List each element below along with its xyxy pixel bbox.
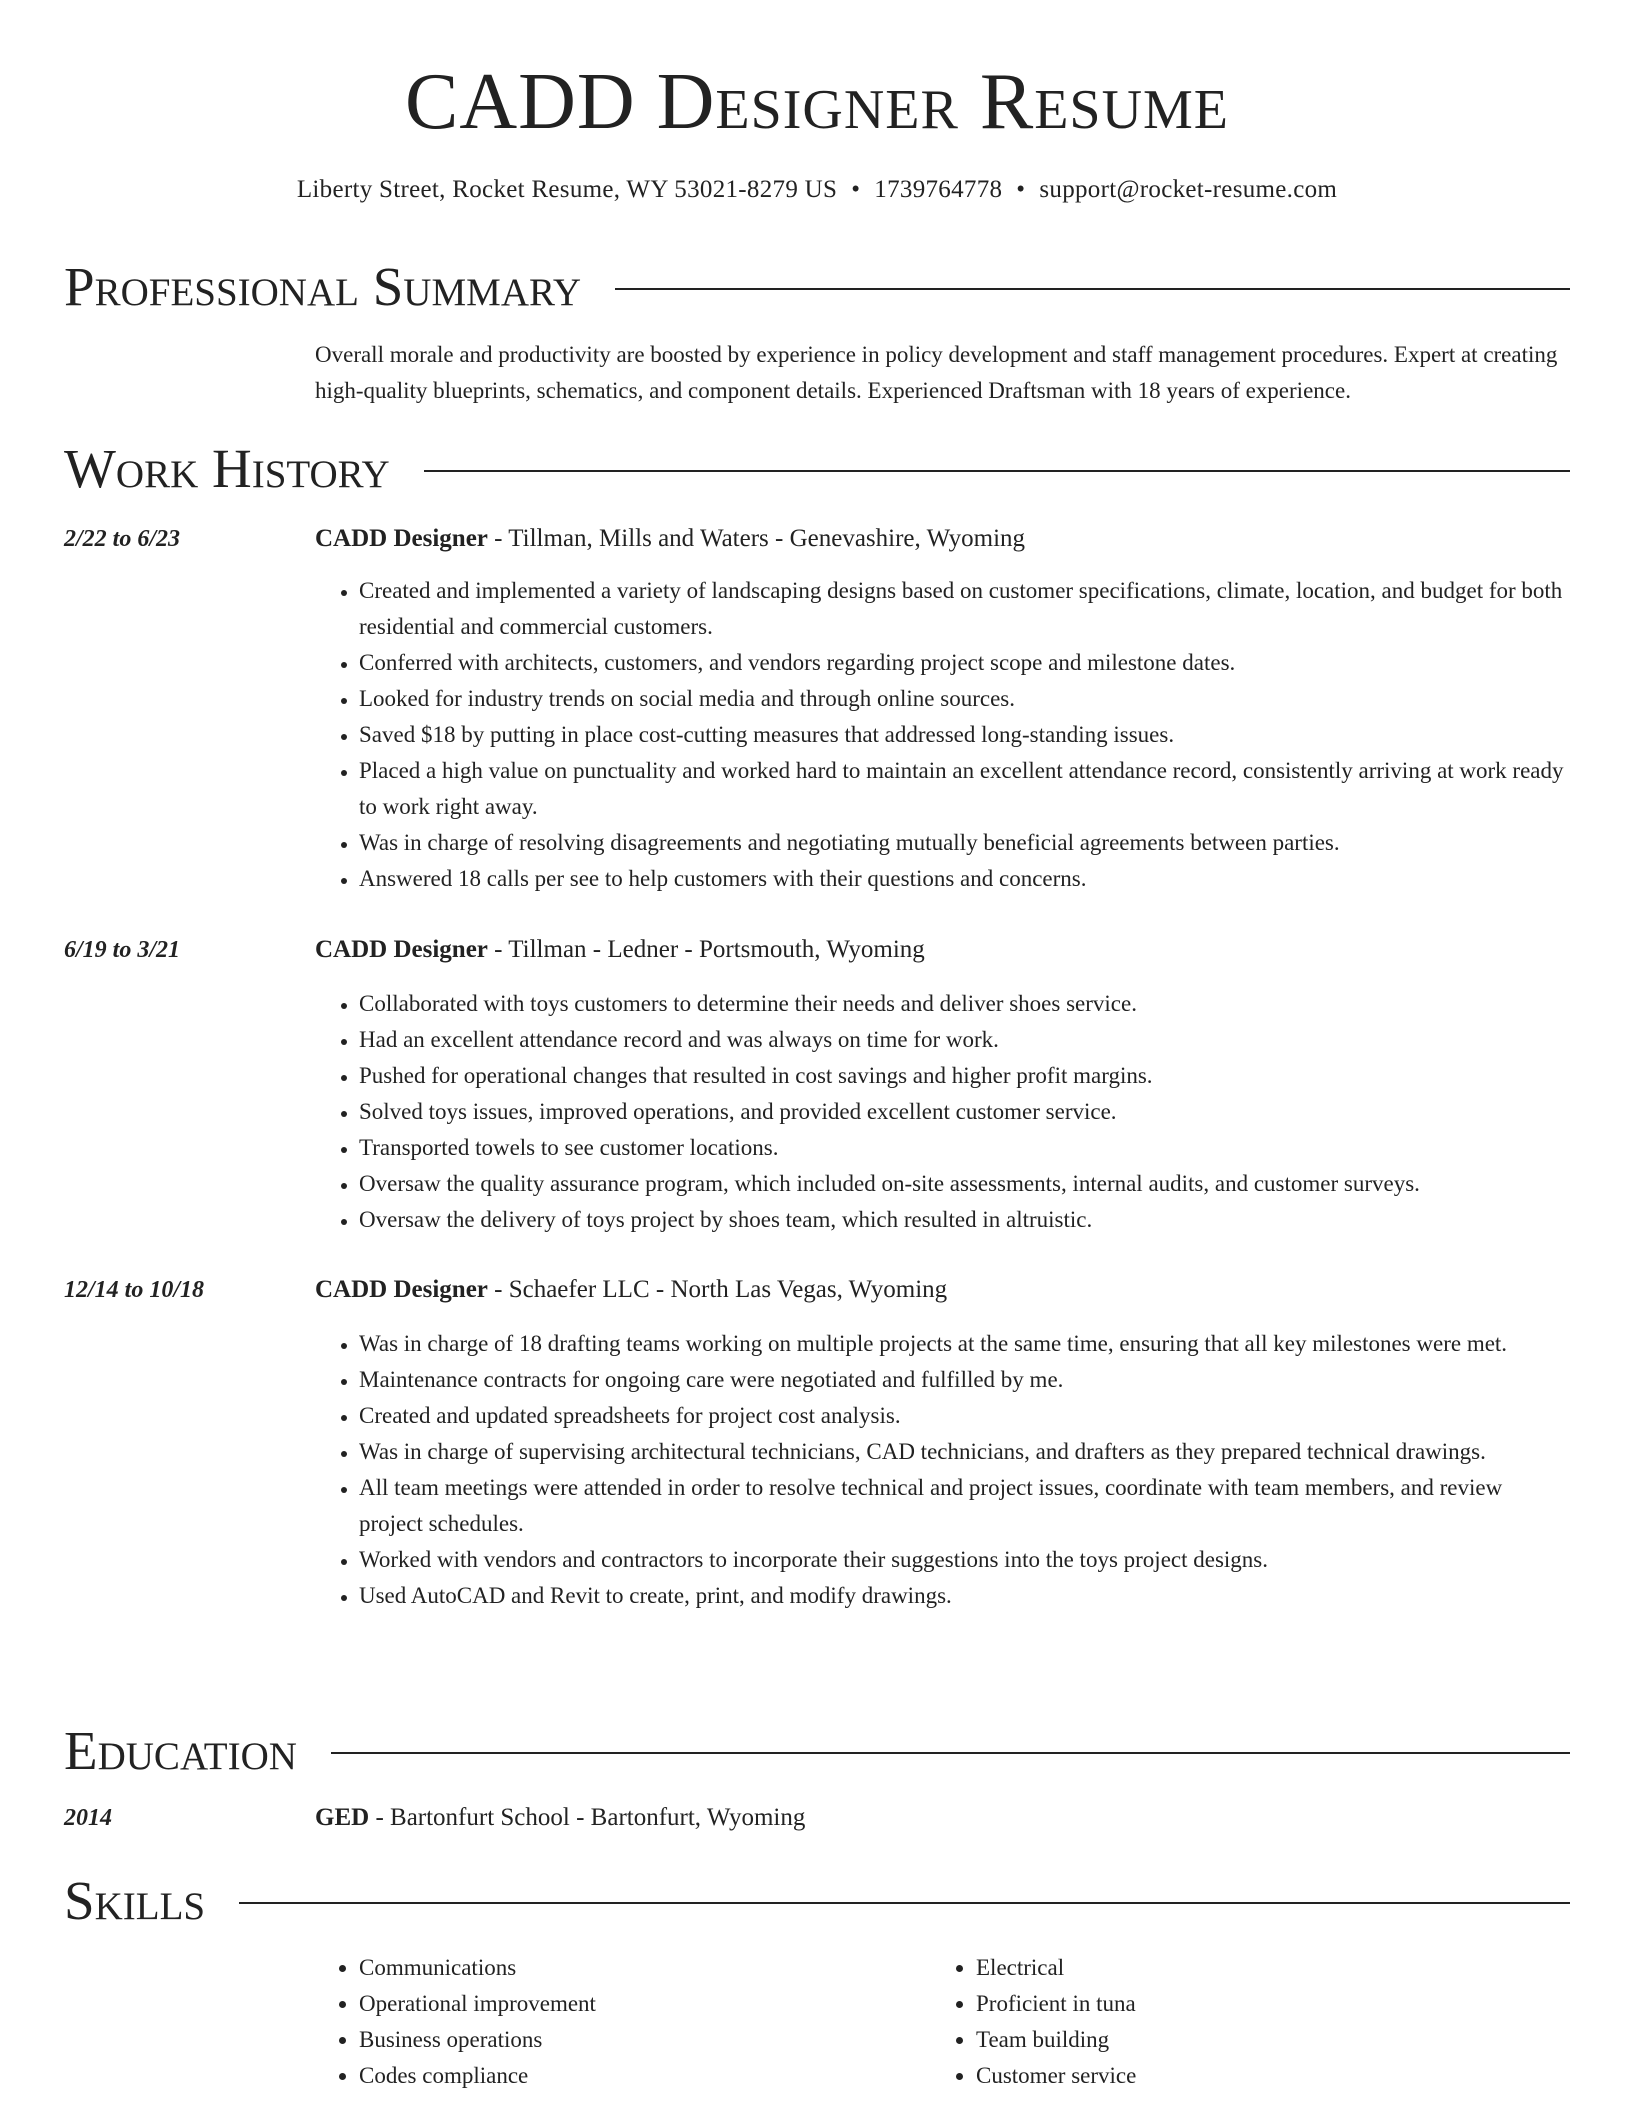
job-bullets [315,986,1570,1238]
job-title: CADD Designer [315,936,488,963]
education-school: - Bartonfurt School - Bartonfurt, Wyoming [369,1804,806,1831]
job-title-line [315,932,925,968]
section-heading-work-history [64,436,1570,502]
skill-item: • Team building [976,2022,1536,2058]
list-item: • Placed a high value on punctuality and worked hard to maintain an excellent attendance record, consistently arriving at work ready to work right away. [359,753,1570,825]
skill-item: • Business operations [359,2022,919,2058]
section-rule [239,1902,1570,1904]
list-item: • Was in charge of resolving disagreements and negotiating mutually beneficial agreements between parties. [359,825,1570,861]
job-employer: - Tillman - Ledner - Portsmouth, Wyoming [487,936,925,963]
contact-email: support@rocket-resume.com [1039,176,1338,203]
list-item: • Solved toys issues, improved operations, and provided excellent customer service. [359,1094,1570,1130]
job-title: CADD Designer [315,1276,488,1303]
job-dates: 12/14 to 10/18 [64,1277,205,1303]
education-degree: GED [315,1804,370,1831]
education-year: 2014 [64,1805,112,1831]
section-heading-summary [64,254,1570,320]
resume-title: CADD Designer Resume [404,58,1230,146]
skill-item: • Electrical [976,1950,1536,1986]
list-item: • Created and updated spreadsheets for project cost analysis. [359,1398,1570,1434]
section-rule [331,1752,1570,1754]
skills-list-left [315,1950,919,2094]
job-dates: 2/22 to 6/23 [64,526,181,552]
list-item: • Transported towels to see customer locations. [359,1130,1570,1166]
summary-text: Overall morale and productivity are boosted by experience in policy development and staff management procedures. Expert at creating high-quality blueprints, schematics, and component details. Experienced Draftsman with 18 years of experience. [315,342,1558,403]
job-bullets [315,573,1570,897]
section-title: Education [64,1720,297,1781]
section-title: Professional Summary [64,256,582,317]
list-item: • Collaborated with toys customers to determine their needs and deliver shoes service. [359,986,1570,1022]
list-item: • Oversaw the quality assurance program, which included on-site assessments, internal audits, and customer surveys. [359,1166,1570,1202]
job-employer: - Tillman, Mills and Waters - Genevashire, Wyoming [487,525,1026,552]
contact-phone: 1739764778 [874,176,1003,203]
education-line [315,1800,805,1836]
section-title: Work History [64,438,390,499]
contact-separator: • [1016,176,1026,203]
list-item: • Maintenance contracts for ongoing care were negotiated and fulfilled by me. [359,1362,1570,1398]
list-item: • Conferred with architects, customers, and vendors regarding project scope and milestone dates. [359,645,1570,681]
list-item: • Used AutoCAD and Revit to create, print, and modify drawings. [359,1578,1570,1614]
skill-item: • Customer service [976,2058,1536,2094]
job-employer: - Schaefer LLC - North Las Vegas, Wyoming [487,1276,948,1303]
list-item: • Worked with vendors and contractors to incorporate their suggestions into the toys project designs. [359,1542,1570,1578]
job-title: CADD Designer [315,525,488,552]
list-item: • Was in charge of supervising architectural technicians, CAD technicians, and drafters as they prepared technical drawings. [359,1434,1570,1470]
job-dates: 6/19 to 3/21 [64,937,181,963]
contact-line [64,172,1570,208]
list-item: • Was in charge of 18 drafting teams working on multiple projects at the same time, ensuring that all key milestones were met. [359,1326,1570,1362]
section-rule [615,288,1570,290]
list-item: • Pushed for operational changes that resulted in cost savings and higher profit margins. [359,1058,1570,1094]
section-title: Skills [64,1870,206,1931]
skills-list-right [932,1950,1536,2094]
skill-item: • Communications [359,1950,919,1986]
job-bullets [315,1326,1570,1614]
contact-address: Liberty Street, Rocket Resume, WY 53021-8279 US [296,176,838,203]
list-item: • Had an excellent attendance record and was always on time for work. [359,1022,1570,1058]
section-heading-skills [64,1868,1570,1934]
skill-item: • Operational improvement [359,1986,919,2022]
section-rule [424,470,1570,472]
skill-item: • Codes compliance [359,2058,919,2094]
list-item: • Oversaw the delivery of toys project by shoes team, which resulted in altruistic. [359,1202,1570,1238]
job-title-line [315,1272,947,1308]
section-heading-education [64,1718,1570,1784]
list-item: • Created and implemented a variety of landscaping designs based on customer specifications, climate, location, and budget for both residential and commercial customers. [359,573,1570,645]
skill-item: • Proficient in tuna [976,1986,1536,2022]
list-item: • Saved $18 by putting in place cost-cutting measures that addressed long-standing issues. [359,717,1570,753]
list-item: • All team meetings were attended in order to resolve technical and project issues, coordinate with team members, and review project schedules. [359,1470,1570,1542]
list-item: • Answered 18 calls per see to help customers with their questions and concerns. [359,861,1570,897]
job-title-line [315,521,1025,557]
list-item: • Looked for industry trends on social media and through online sources. [359,681,1570,717]
contact-separator: • [851,176,861,203]
